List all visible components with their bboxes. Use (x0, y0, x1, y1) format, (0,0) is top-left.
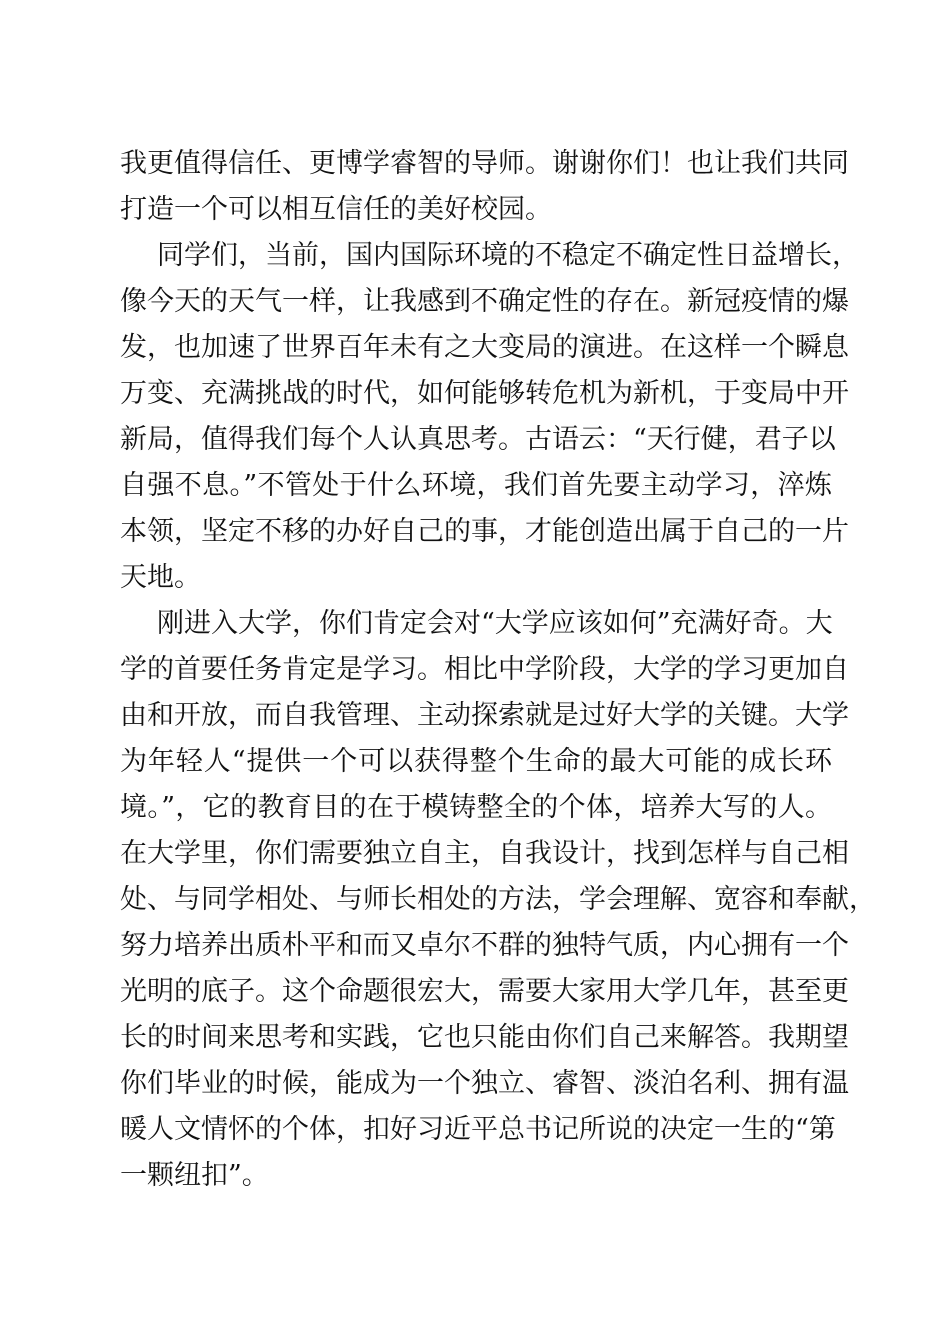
text-line: 像今天的天气一样，让我感到不确定性的存在。新冠疫情的爆 (120, 286, 849, 317)
text-line: 一颗纽扣”。 (120, 1160, 269, 1191)
text-line: 由和开放，而自我管理、主动探索就是过好大学的关键。大学 (120, 700, 849, 731)
text-line: 境。”，它的教育目的在于模铸整全的个体，培养大写的人。 (120, 792, 832, 823)
text-line: 你们毕业的时候，能成为一个独立、睿智、淡泊名利、拥有温 (120, 1068, 849, 1099)
text-line: 努力培养出质朴平和而又卓尔不群的独特气质，内心拥有一个 (120, 930, 849, 961)
text-line: 自强不息。”不管处于什么环境，我们首先要主动学习，淬炼 (120, 470, 832, 501)
paragraph-first-line: 同学们，当前，国内国际环境的不稳定不确定性日益增长， (157, 240, 859, 271)
text-line: 长的时间来思考和实践，它也只能由你们自己来解答。我期望 (120, 1022, 849, 1053)
text-line: 新局，值得我们每个人认真思考。古语云：“天行健，君子以 (120, 424, 836, 455)
text-line: 处、与同学相处、与师长相处的方法，学会理解、宽容和奉献， (120, 884, 876, 915)
paragraph-first-line: 刚进入大学，你们肯定会对“大学应该如何”充满好奇。大 (157, 608, 833, 639)
text-line: 学的首要任务肯定是学习。相比中学阶段，大学的学习更加自 (120, 654, 849, 685)
text-line: 我更值得信任、更博学睿智的导师。谢谢你们！也让我们共同 (120, 148, 849, 179)
text-line: 暖人文情怀的个体，扣好习近平总书记所说的决定一生的“第 (120, 1114, 836, 1145)
text-line: 发，也加速了世界百年未有之大变局的演进。在这样一个瞬息 (120, 332, 849, 363)
text-line: 万变、充满挑战的时代，如何能够转危机为新机，于变局中开 (120, 378, 849, 409)
text-line: 本领，坚定不移的办好自己的事，才能创造出属于自己的一片 (120, 516, 849, 547)
text-line: 天地。 (120, 562, 201, 593)
text-line: 为年轻人“提供一个可以获得整个生命的最大可能的成长环 (120, 746, 832, 777)
text-line: 光明的底子。这个命题很宏大，需要大家用大学几年，甚至更 (120, 976, 849, 1007)
text-line: 打造一个可以相互信任的美好校园。 (120, 194, 552, 225)
text-line: 在大学里，你们需要独立自主，自我设计，找到怎样与自己相 (120, 838, 849, 869)
